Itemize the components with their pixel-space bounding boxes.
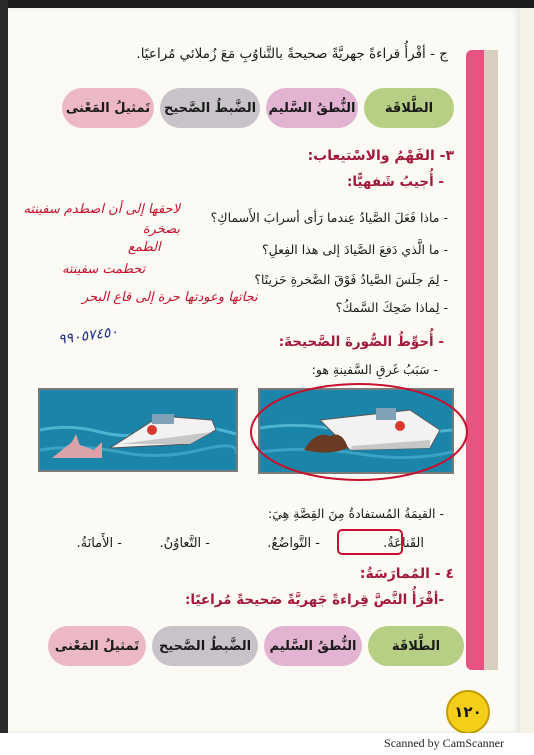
page-edge-pink [466, 50, 484, 670]
section-3-heading: ٣- الفَهْمُ والاسْتيعاب: [307, 148, 454, 164]
picture-boat-shark [38, 388, 238, 472]
skill-pill-fluency: الطَّلاقَة [364, 88, 454, 128]
value-label: - القيمَةُ المُستفادةُ مِنَ القِصَّةِ هِيَ: [268, 506, 444, 521]
handwritten-answer-2: الطمع [128, 240, 161, 255]
section-c-text: أقْرأُ قراءةً جهريَّةً صحيحةً بالتَّناوُبِ مَعَ زُملائي مُراعيًا. [136, 46, 426, 62]
question-2: - ما الَّذي دَفعَ الصَّيادَ إلى هذا الفِعلِ؟ [262, 242, 448, 257]
cause-label: - سَبَبُ غَرقِ السَّفينةِ هو: [311, 362, 438, 377]
handwritten-answer-1: لاحقها إلى أن اصطدم سفينته بصخرة [23, 202, 180, 237]
page-edge-paper [484, 50, 498, 670]
section-c-line [136, 46, 448, 62]
circle-mark-correct-value [336, 526, 406, 558]
value-choice-4-text: الأَمانَةُ. [76, 536, 114, 551]
question-4: - لِماذا ضَحِكَ السَّمكُ؟ [335, 300, 448, 315]
value-choice-3: - التَّعاوُنُ. [159, 536, 210, 551]
question-3: - لِمَ جلَسَ الصَّيادُ فَوْقَ الصَّخرةِ حَزينًا؟ [254, 272, 448, 287]
skill-pill-meaning: تَمثيلُ المَعْنى [62, 88, 154, 128]
skill-pill-fluency-bottom: الطَّلاقَة [368, 626, 464, 666]
skill-pill-pronunciation: النُّطقُ السَّليم [266, 88, 358, 128]
value-choice-1-text: القَناعَةُ. [383, 536, 424, 551]
skill-pill-meaning-bottom: تَمثيلُ المَعْنى [48, 626, 146, 666]
skills-bottom-row [48, 626, 464, 666]
handwritten-answer-4: نجاتها وعودتها حرة إلى قاع البحر [82, 290, 258, 305]
skill-pill-pronunciation-bottom: النُّطقُ السَّليم [264, 626, 362, 666]
scanner-watermark: Scanned by CamScanner [384, 736, 504, 750]
section-c-label: ج - [430, 46, 448, 62]
section-4-heading: ٤ - المُمارَسَةُ: [359, 566, 454, 582]
circle-picture-label: - أُحوِّطُ الصُّورةَ الصَّحيحةَ: [278, 334, 444, 350]
skill-pill-diacritics: الضَّبطُ الصَّحيح [160, 88, 260, 128]
section-4-instruction: -أقْرَأُ النَّصَّ قِراءةً جَهريَّةً صَحيحةً مُراعيًا: [184, 592, 444, 608]
scan-border-left [0, 0, 8, 735]
value-choice-3-text: التَّعاوُنُ. [159, 536, 202, 551]
oral-answer-label: - أُجيبُ شَفهيًّا: [346, 174, 444, 190]
value-choice-2-text: التَّواضُعُ. [267, 536, 312, 551]
boat-shark-illustration [40, 390, 236, 470]
scan-border-top [0, 0, 534, 8]
value-choice-2: - التَّواضُعُ. [267, 536, 320, 551]
page-number: ١٢٠ [454, 703, 482, 721]
question-1: - ماذا فَعَلَ الصَّيادُ عِندما رَأى أسرابَ الأَسماكِ؟ [210, 210, 448, 225]
skills-top-row [62, 88, 454, 128]
handwritten-answer-3: تحطمت سفينته [62, 262, 146, 277]
circle-mark-correct-picture [246, 380, 472, 484]
page-number-badge [446, 690, 490, 734]
value-choice-4: - الأَمانَةُ. [76, 536, 122, 551]
skill-pill-diacritics-bottom: الضَّبطُ الصَّحيح [152, 626, 258, 666]
handwritten-blue-note: ٩٩٠٥٧٤٥٠ [57, 323, 119, 349]
